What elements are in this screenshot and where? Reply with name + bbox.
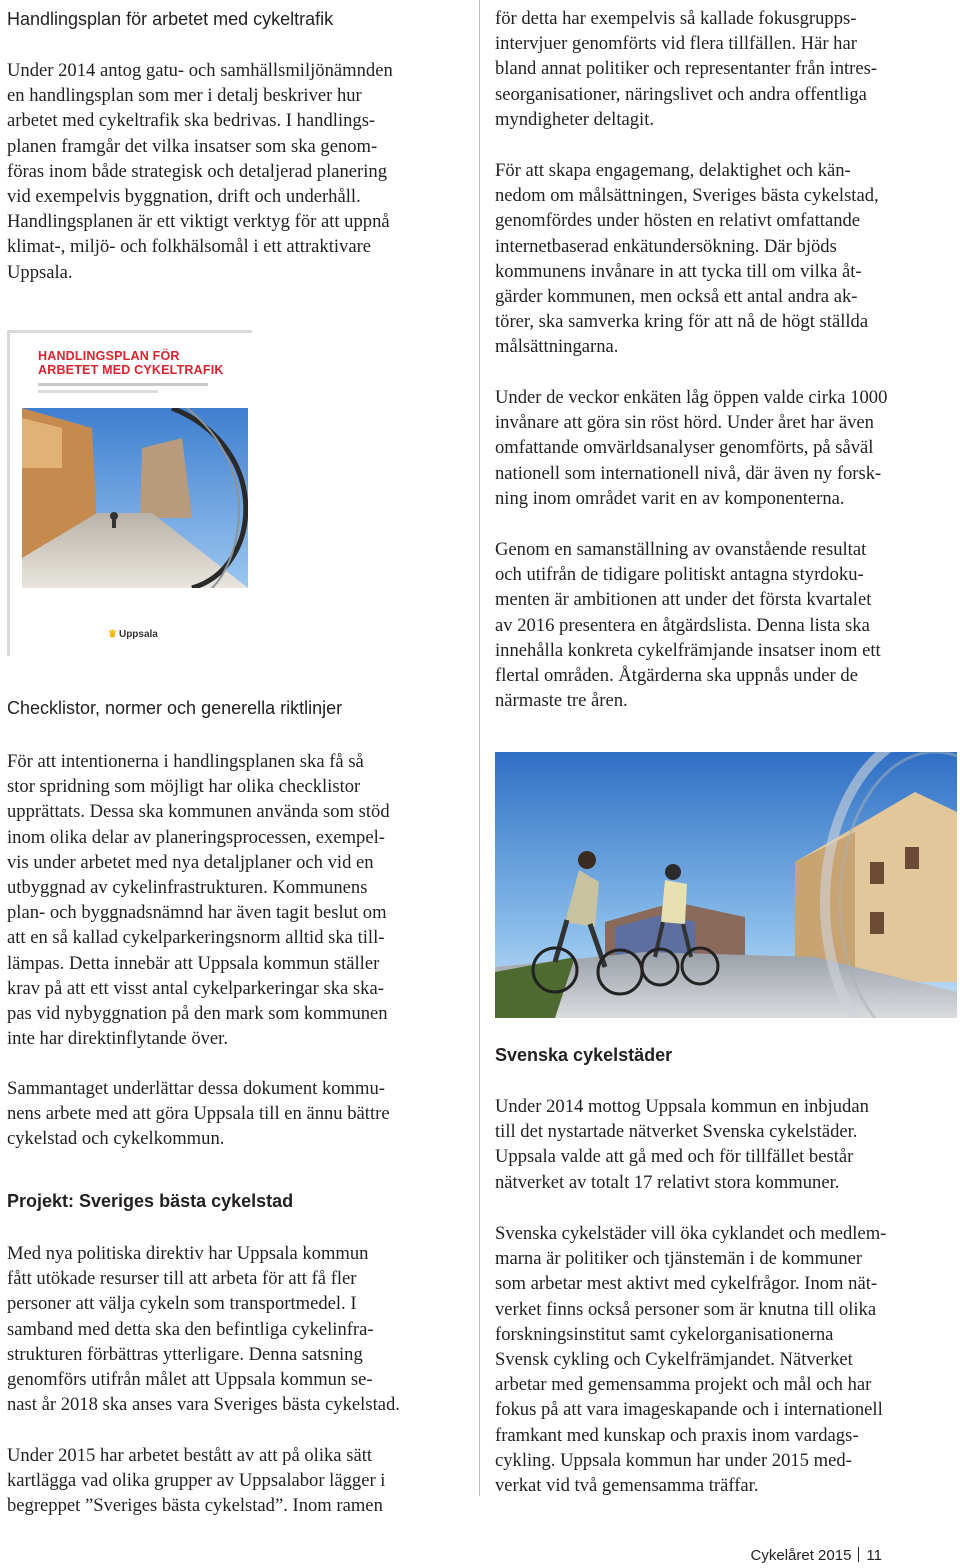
- paragraph-sammantaget: Sammantaget underlättar dessa dokument kommu- nens arbete med att göra Uppsala till en ännu bättre cykelstad och cykelkommun.: [7, 1078, 390, 1150]
- cover-title: HANDLINGSPLAN FÖR ARBETET MED CYKELTRAFIK: [38, 349, 224, 377]
- uppsala-logo: ♛ Uppsala: [108, 629, 158, 640]
- paragraph-projekt: Med nya politiska direktiv har Uppsala kommun fått utökade resurser till att arbeta för att få fler personer att välja cykeln som transportmedel. I samband med detta ska den befintliga cykelinfra- strukturen förbättras ytterligare. Denna satsning genomförs utifrån målet att Uppsala kommun se- nast år 2018 ska anses vara Sveriges bästa cykelstad.: [7, 1243, 400, 1416]
- cover-subtitle-line: [38, 390, 158, 393]
- paragraph-inbjudan: Under 2014 mottog Uppsala kommun en inbjudan till det nystartade nätverket Svenska cykelstäder. Uppsala valde att gå med och för tillfället består nätverket av totalt 17 relativt stora kommuner.: [495, 1096, 869, 1193]
- paragraph-sammanstallning: Genom en samanställning av ovanstående resultat och utifrån de tidigare politiskt antagna styrdoku- menten är ambitionen att under det första kvartalet av 2016 presentera en åtgärdslista. Denna lista ska innehålla konkreta cykelfrämjande insatser inom ett flertal områden. Åtgärderna ska uppnås under de närmaste tre åren.: [495, 539, 881, 712]
- paragraph-under-2015: Under 2015 har arbetet bestått av att på olika sätt kartlägga vad olika grupper av Uppsalabor lägger i begreppet ”Sveriges bästa cykelstad”. Inom ramen: [7, 1445, 386, 1517]
- column-divider: [479, 0, 480, 1496]
- paragraph-fokusgrupper: för detta har exempelvis så kallade fokusgrupps- intervjuer genomförts vid flera tillfällen. Här har bland annat politiker och representanter från intres- seorganisationer, näringslivet och andra offentliga myndigheter deltagit.: [495, 8, 878, 130]
- page-number: 11: [866, 1547, 882, 1564]
- paragraph-natverket: Svenska cykelstäder vill öka cyklandet och medlem- marna är politiker och tjänstemän i de kommuner som arbetar mest aktivt med cykelfrågor. Inom nät- verket finns också personer som är knutna till olika forskningsinstitut samt cykelorganisationerna Svensk cykling och Cykelfrämjandet. Nätverket arbetar med gemensamma projekt och mål och har fokus på att vara imageskapande och i internationell framkant med kunskap och praxis inom vardags- cykling. Uppsala kommun har under 2015 med- verkat vid två gemensamma träffar.: [495, 1223, 887, 1497]
- cover-street-photo: [22, 408, 248, 588]
- heading-projekt: Projekt: Sveriges bästa cykelstad: [7, 1191, 294, 1211]
- report-cover-image: [7, 330, 252, 656]
- cover-subtitle-line: [38, 383, 208, 386]
- publication-title: Cykelåret 2015: [750, 1547, 852, 1564]
- paragraph-checklistor: För att intentionerna i handlingsplanen ska få så stor spridning som möjligt har olika checklistor upprättats. Dessa ska kommunen använda som stöd inom olika delar av planeringsprocessen, exempel- vis under arbetet med nya detaljplaner och vid en utbyggnad av cykelinfrastrukturen. Kommunens plan- och byggnadsnämnd har även tagit beslut om att en så kallad cykelparkeringsnorm alltid ska till- lämpas. Detta innebär att Uppsala kommun ställer krav på att ett visst antal cykelparkeringar ska ska- pas vid nybyggnation på den mark som kommunen inte har direktinflytande över.: [7, 751, 390, 1050]
- cyclists-photo: [495, 752, 957, 1018]
- paragraph-handlingsplan: Under 2014 antog gatu- och samhällsmiljönämnden en handlingsplan som mer i detalj beskriver hur arbetet med cykeltrafik ska bedrivas. I handlings- planen framgår det vilka insatser som ska genom- föras inom både strategisk och detaljerad planering vid exempelvis byggnation, drift och underhåll. Handlingsplanen är ett viktigt verktyg för att uppnå klimat-, miljö- och folkhälsomål i ett attraktivare Uppsala.: [7, 60, 393, 283]
- paragraph-engagemang: För att skapa engagemang, delaktighet och kän- nedom om målsättningen, Sveriges bästa cykelstad, genomfördes under hösten en relativt omfattande internetbaserad enkätundersökning. Där bjöds kommunens invånare in att tycka till om vilka åt- gärder kommunen, men också ett antal andra ak- törer, ska samverka kring för att nå de högt ställda målsättningarna.: [495, 160, 879, 358]
- heading-svenska-cykelstader: Svenska cykelstäder: [495, 1045, 673, 1065]
- footer-divider: [858, 1547, 859, 1562]
- page-footer: [751, 1546, 882, 1566]
- heading-handlingsplan: Handlingsplan för arbetet med cykeltrafik: [7, 9, 334, 29]
- heading-checklistor: Checklistor, normer och generella riktlinjer: [7, 698, 343, 718]
- paragraph-enkaten: Under de veckor enkäten låg öppen valde cirka 1000 invånare att göra sin röst hörd. Under året har även omfattande omvärldsanalyser genomförts, på såväl nationell som internationell nivå, där även ny forsk- ning inom området varit en av komponenterna.: [495, 387, 888, 509]
- crown-icon: ♛: [108, 629, 117, 640]
